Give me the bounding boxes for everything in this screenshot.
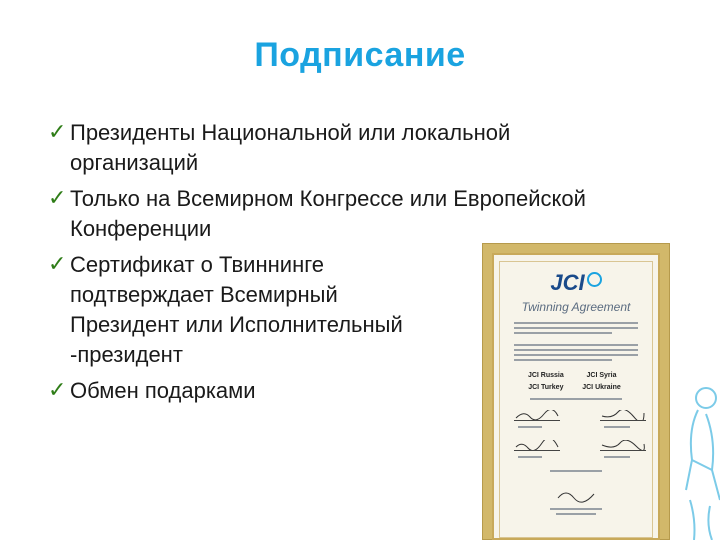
- text-line: [514, 322, 638, 324]
- bullet-line: -президент: [70, 342, 183, 367]
- bullet-line: Обмен подарками: [70, 378, 256, 403]
- text-line: [514, 327, 638, 329]
- check-icon: ✓: [48, 120, 67, 145]
- party-name: JCI Ukraine: [582, 384, 621, 391]
- signature-icon: [514, 410, 560, 421]
- slide-title: Подписание: [254, 36, 466, 74]
- check-icon: ✓: [48, 186, 67, 211]
- parties-row: [518, 372, 634, 379]
- text-line: [518, 456, 542, 458]
- text-line: [518, 426, 542, 428]
- text-line: [514, 359, 612, 361]
- parties-row: [518, 384, 634, 391]
- bullet-item: [18, 118, 708, 178]
- party-name: JCI Syria: [586, 372, 617, 379]
- decorative-figure: [676, 380, 720, 540]
- jci-logo: JCI: [500, 270, 652, 296]
- globe-icon: [587, 272, 602, 287]
- bullet-line: Президенты Национальной или локальной: [70, 120, 511, 145]
- text-line: [530, 398, 622, 400]
- bullet-line: подтверждает Всемирный: [70, 282, 338, 307]
- text-line: [514, 344, 638, 346]
- bullet-line: Президент или Исполнительный: [70, 312, 403, 337]
- signature-icon: [600, 410, 646, 421]
- certificate-frame: [492, 253, 660, 540]
- signature-icon: [556, 486, 596, 504]
- signature-icon: [600, 440, 646, 451]
- signature-icon: [514, 440, 560, 451]
- text-line: [604, 426, 630, 428]
- twinning-certificate-image: [482, 243, 670, 540]
- text-line: [514, 354, 638, 356]
- check-icon: ✓: [48, 252, 67, 277]
- bullet-line: Конференции: [70, 216, 212, 241]
- bullet-line: Только на Всемирном Конгрессе или Европейской: [70, 186, 586, 211]
- text-line: [514, 349, 638, 351]
- text-line: [556, 513, 596, 515]
- text-line: [514, 332, 612, 334]
- text-line: [604, 456, 630, 458]
- check-icon: ✓: [48, 378, 67, 403]
- bullet-line: организаций: [70, 150, 199, 175]
- party-name: JCI Russia: [527, 372, 564, 379]
- certificate-inner: [499, 261, 653, 538]
- text-line: [550, 470, 602, 472]
- bullet-item: [18, 184, 708, 244]
- text-line: [550, 508, 602, 510]
- certificate-title: Twinning Agreement: [521, 300, 631, 314]
- bullet-line: Сертификат о Твиннинге: [70, 252, 324, 277]
- party-name: JCI Turkey: [528, 384, 564, 391]
